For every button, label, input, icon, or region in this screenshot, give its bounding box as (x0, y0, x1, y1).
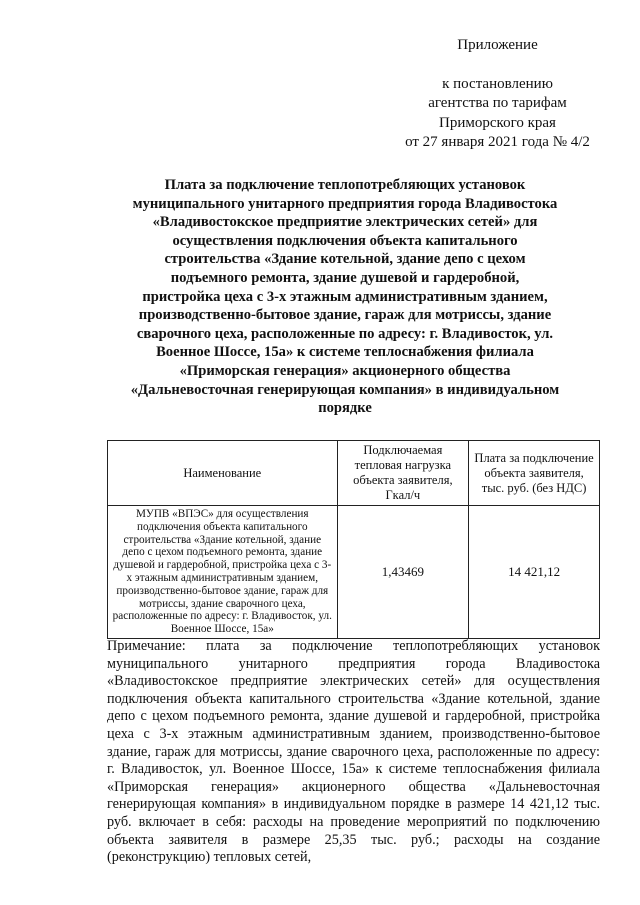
appendix-agency-line: агентства по тарифам (428, 95, 567, 111)
row-name-cell: МУПВ «ВПЭС» для осуществления подключения объекта капитального строительства «Здание котельной, здание депо с цехом подъемного ремонта, здание душевой и гардеробной, пристройка цеха с 3-х этажным административным зданием, производственно-бытовое здание, гараж для мотриссы, здание сварочного цеха, расположенные по адресу: г. Владивосток, ул. Военное Шоссе, 15а» (108, 506, 338, 639)
table-header-row (108, 441, 600, 506)
header-name: Наименование (108, 441, 338, 506)
header-heat-load: Подключаемая тепловая нагрузка объекта заявителя, Гкал/ч (337, 441, 469, 506)
row-load-cell: 1,43469 (337, 506, 469, 639)
document-title: Плата за подключение теплопотребляющих установок муниципального унитарного предприятия города Владивостока «Владивостокское предприятие электрических сетей» для осуществления подключения объекта капитального строительства «Здание котельной, здание депо с цехом подъемного ремонта, здание душевой и гардеробной, пристройка цеха с 3-х этажным административным зданием, производственно-бытовое здание, гараж для мотриссы, здание сварочного цеха, расположенные по адресу: г. Владивосток, ул. Военное Шоссе, 15а» к системе теплоснабжения филиала «Приморская генерация» акционерного общества «Дальневосточная генерирующая компания» в индивидуальном порядке (130, 177, 560, 417)
appendix-region-line: Приморского края (439, 114, 556, 131)
appendix-header (395, 36, 600, 153)
note-paragraph: Примечание: плата за подключение теплопотребляющих установок муниципального унитарного предприятия города Владивостока «Владивостокское предприятие электрических сетей» для осуществления подключения объекта капитального строительства «Здание котельной, здание депо с цехом подъемного ремонта, здание душевой и гардеробной, пристройка цеха с 3-х этажным административным зданием, производственно-бытовое здание, гараж для мотриссы, здание сварочного цеха, расположенные по адресу: г. Владивосток, ул. Военное Шоссе, 15а» к системе теплоснабжения филиала «Приморская генерация» акционерного общества «Дальневосточная генерирующая компания» в индивидуальном порядке в размере 14 421,12 тыс. руб. включает в себя: расходы на проведение мероприятий по подключению объекта заявителя в размере 25,35 тыс. руб.; расходы на создание (реконструкцию) тепловых сетей, (107, 638, 600, 866)
header-connection-fee: Плата за подключение объекта заявителя, тыс. руб. (без НДС) (469, 441, 600, 506)
row-fee-cell: 14 421,12 (469, 506, 600, 639)
appendix-label: Приложение (457, 37, 538, 53)
appendix-date-line: от 27 января 2021 года № 4/2 (405, 134, 590, 150)
appendix-resolution-line: к постановлению (442, 75, 553, 92)
table-row (108, 506, 600, 639)
fee-table (107, 440, 600, 639)
